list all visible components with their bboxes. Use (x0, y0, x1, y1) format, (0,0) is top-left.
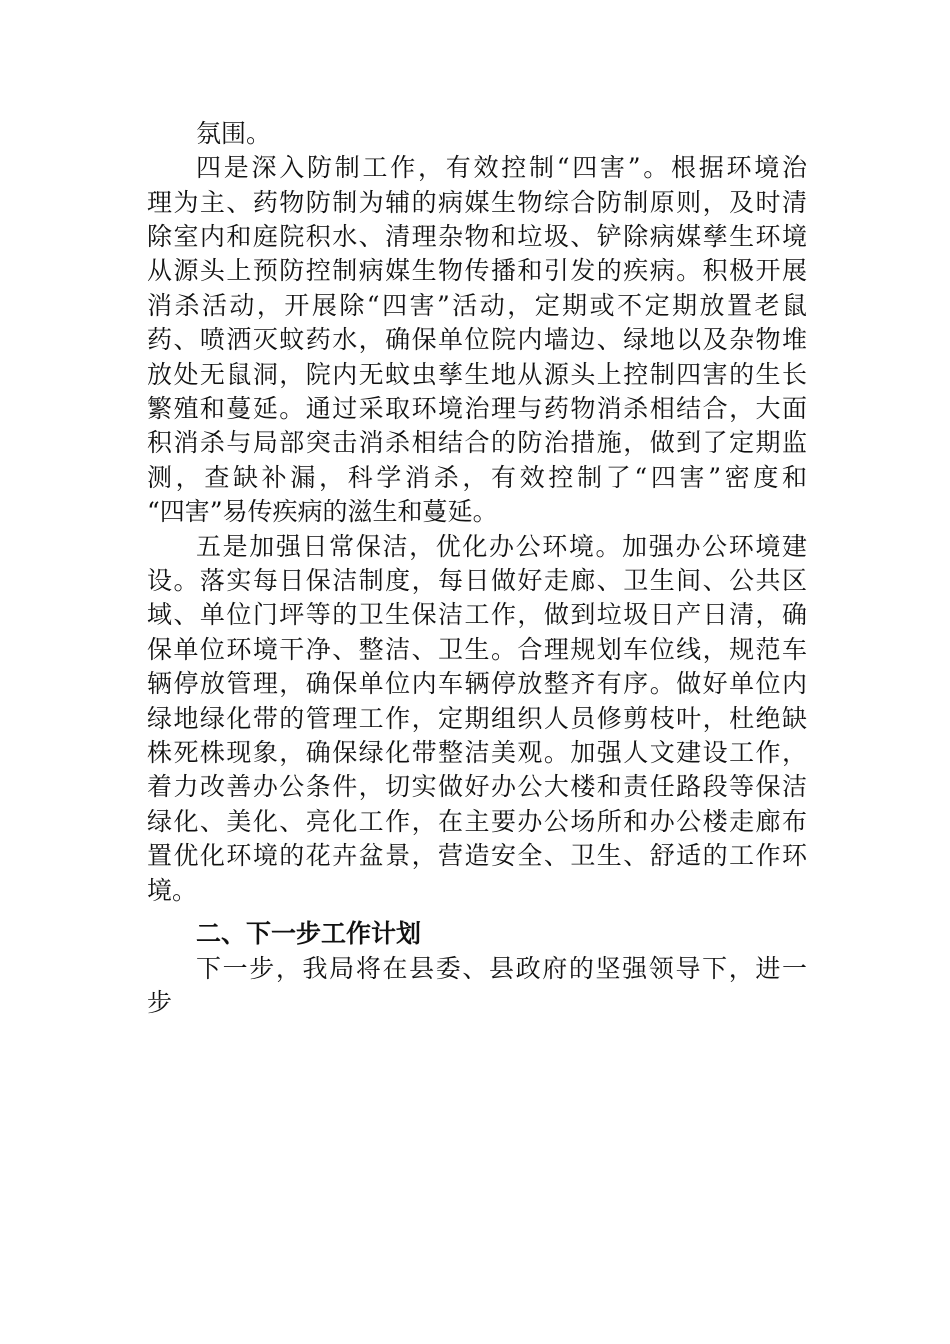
text-line: 理为主、药物防制为辅的病媒生物综合防制原则，及时清 (147, 188, 807, 217)
text-line: 境。 (147, 876, 198, 905)
text-line: 放处无鼠洞，院内无蚊虫孳生地从源头上控制四害的生长 (147, 360, 807, 389)
text-line: 除室内和庭院积水、清理杂物和垃圾、铲除病媒孳生环境 (147, 222, 807, 251)
text-line: 氛围。 (196, 119, 272, 148)
text-line: 域、单位门坪等的卫生保洁工作，做到垃圾日产日清，确 (147, 600, 807, 629)
text-line: 步 (147, 988, 173, 1017)
text-line: 绿地绿化带的管理工作，定期组织人员修剪枝叶，杜绝缺 (147, 704, 807, 733)
text-line: 药、喷洒灭蚊药水，确保单位院内墙边、绿地以及杂物堆 (147, 325, 807, 354)
text-line: 置优化环境的花卉盆景，营造安全、卫生、舒适的工作环 (147, 841, 807, 870)
text-line: 保单位环境干净、整洁、卫生。合理规划车位线，规范车 (147, 635, 807, 664)
text-line: 着力改善办公条件，切实做好办公大楼和责任路段等保洁 (147, 772, 807, 801)
text-line: 五是加强日常保洁，优化办公环境。加强办公环境建 (196, 532, 807, 561)
text-line: 株死株现象，确保绿化带整洁美观。加强人文建设工作， (147, 738, 807, 767)
text-line: “四害”易传疾病的滋生和蔓延。 (147, 497, 498, 526)
text-line: 下一步，我局将在县委、县政府的坚强领导下，进一 (196, 954, 807, 983)
text-line: 从源头上预防控制病媒生物传播和引发的疾病。积极开展 (147, 256, 807, 285)
text-line: 繁殖和蔓延。通过采取环境治理与药物消杀相结合，大面 (147, 394, 807, 423)
text-line: 绿化、美化、亮化工作，在主要办公场所和办公楼走廊布 (147, 807, 807, 836)
text-line: 积消杀与局部突击消杀相结合的防治措施，做到了定期监 (147, 428, 807, 457)
text-line: 测，查缺补漏，科学消杀，有效控制了“四害”密度和 (147, 463, 807, 492)
text-line: 消杀活动，开展除“四害”活动，定期或不定期放置老鼠 (147, 291, 807, 320)
text-line: 设。落实每日保洁制度，每日做好走廊、卫生间、公共区 (147, 566, 807, 595)
section-heading: 二、下一步工作计划 (196, 919, 422, 948)
text-line: 辆停放管理，确保单位内车辆停放整齐有序。做好单位内 (147, 669, 807, 698)
text-line: 四是深入防制工作，有效控制“四害”。根据环境治 (196, 153, 807, 182)
